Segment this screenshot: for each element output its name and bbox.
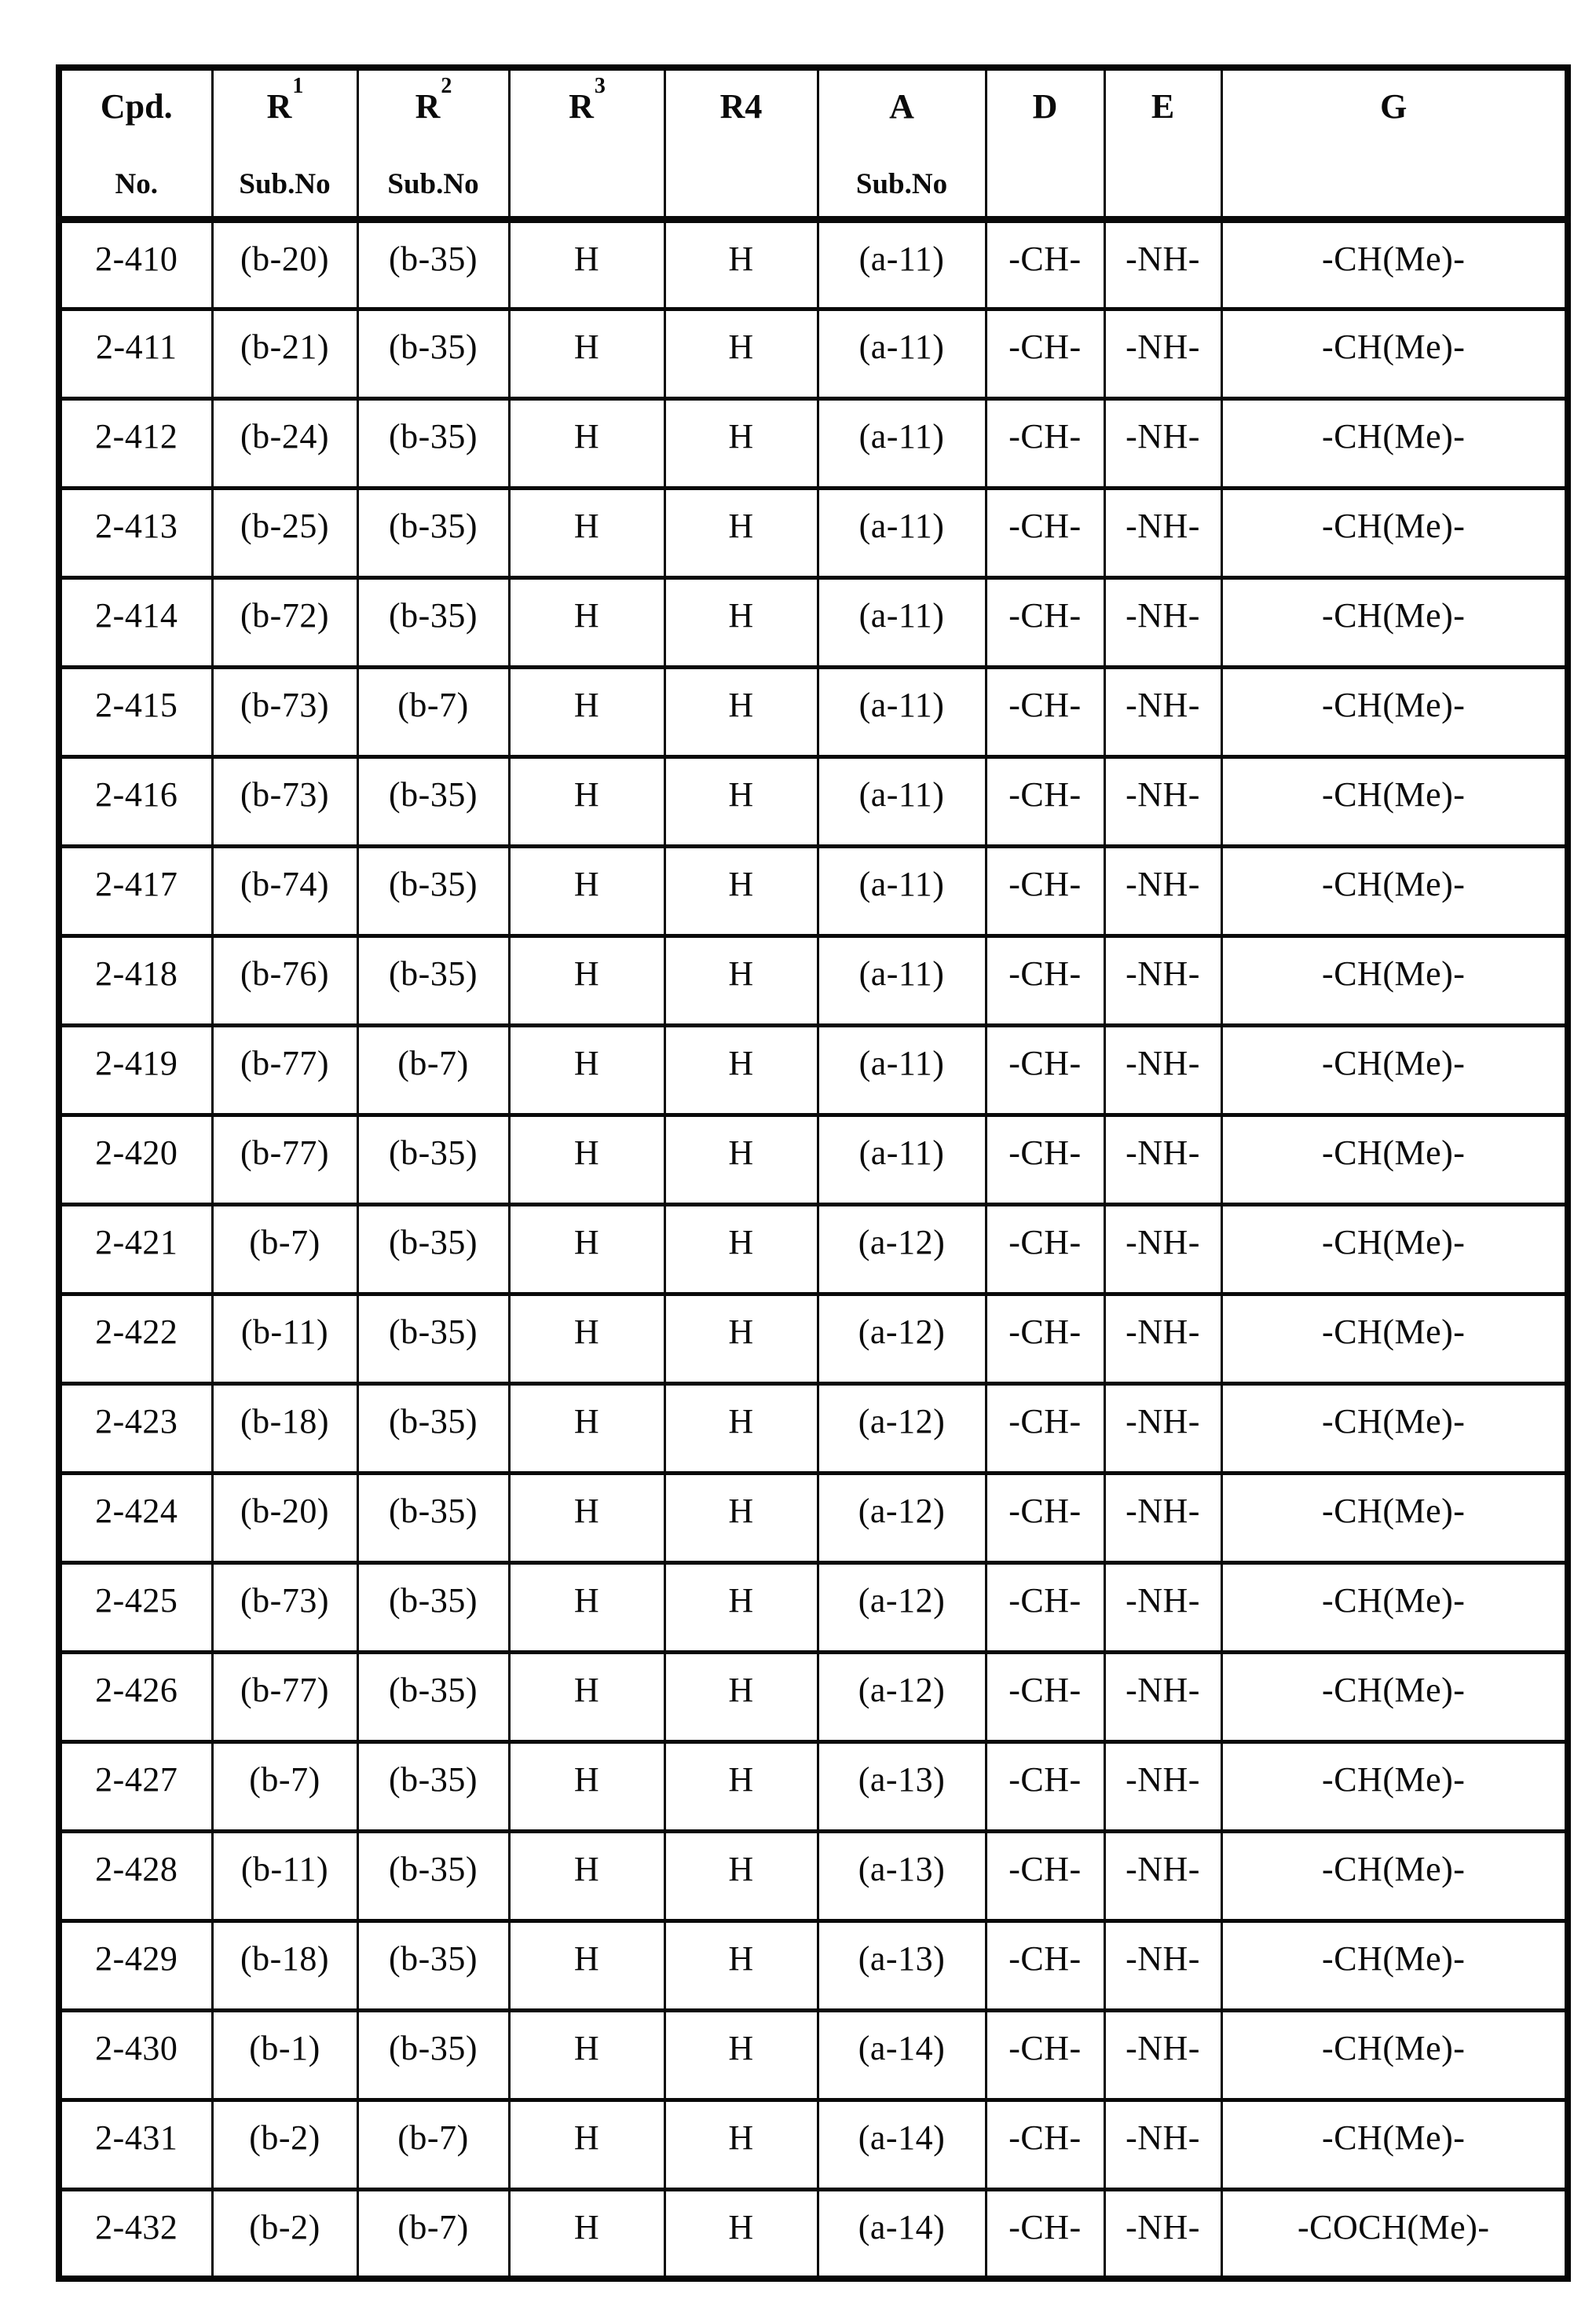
cell-e: -NH- (1104, 1025, 1221, 1115)
table-row (59, 667, 1568, 756)
cell-cpd-no: 2-432 (59, 2189, 212, 2279)
r2-superscript: 2 (441, 74, 452, 99)
cell-e: -NH- (1104, 1831, 1221, 1920)
cell-r3: H (509, 1562, 664, 1652)
cell-a-subno: (a-11) (818, 756, 986, 846)
cell-r2-subno: (b-7) (357, 1025, 509, 1115)
cell-cpd-no: 2-427 (59, 1741, 212, 1831)
cell-r3: H (509, 219, 664, 309)
table-row (59, 756, 1568, 846)
col-header-e (1104, 68, 1221, 219)
cell-g: -CH(Me)- (1221, 488, 1568, 577)
cell-r2-subno: (b-7) (357, 2189, 509, 2279)
cell-g: -CH(Me)- (1221, 1025, 1568, 1115)
table-row (59, 1473, 1568, 1562)
cell-cpd-no: 2-422 (59, 1294, 212, 1383)
cell-e: -NH- (1104, 309, 1221, 398)
cell-g: -CH(Me)- (1221, 1562, 1568, 1652)
header-cpd-line1: Cpd. (100, 87, 173, 126)
cell-d: -CH- (986, 2010, 1104, 2100)
cell-r2-subno: (b-35) (357, 1652, 509, 1741)
cell-e: -NH- (1104, 1652, 1221, 1741)
cell-a-subno: (a-11) (818, 577, 986, 667)
cell-r2-subno: (b-35) (357, 398, 509, 488)
cell-r4: H (664, 2010, 818, 2100)
cell-g: -CH(Me)- (1221, 1204, 1568, 1294)
cell-r3: H (509, 398, 664, 488)
cell-r3: H (509, 2010, 664, 2100)
cell-d: -CH- (986, 756, 1104, 846)
cell-a-subno: (a-11) (818, 219, 986, 309)
cell-e: -NH- (1104, 1473, 1221, 1562)
cell-e: -NH- (1104, 2100, 1221, 2189)
cell-d: -CH- (986, 1920, 1104, 2010)
cell-g: -CH(Me)- (1221, 667, 1568, 756)
cell-a-subno: (a-12) (818, 1383, 986, 1473)
table-row (59, 309, 1568, 398)
cell-r3: H (509, 667, 664, 756)
cell-r4: H (664, 2100, 818, 2189)
cell-d: -CH- (986, 1831, 1104, 1920)
table-row (59, 219, 1568, 309)
cell-e: -NH- (1104, 1920, 1221, 2010)
cell-cpd-no: 2-414 (59, 577, 212, 667)
cell-e: -NH- (1104, 2189, 1221, 2279)
cell-r1-subno: (b-73) (212, 667, 357, 756)
cell-r2-subno: (b-35) (357, 219, 509, 309)
cell-r2-subno: (b-35) (357, 2010, 509, 2100)
cell-r4: H (664, 219, 818, 309)
cell-r1-subno: (b-77) (212, 1115, 357, 1204)
cell-r1-subno: (b-72) (212, 577, 357, 667)
cell-r4: H (664, 1920, 818, 2010)
cell-r1-subno: (b-73) (212, 756, 357, 846)
header-e-line1: E (1151, 87, 1175, 126)
col-header-cpd-no (59, 68, 212, 219)
cell-a-subno: (a-11) (818, 398, 986, 488)
cell-d: -CH- (986, 935, 1104, 1025)
cell-e: -NH- (1104, 577, 1221, 667)
cell-r1-subno: (b-11) (212, 1294, 357, 1383)
cell-cpd-no: 2-417 (59, 846, 212, 935)
cell-cpd-no: 2-416 (59, 756, 212, 846)
cell-g: -CH(Me)- (1221, 219, 1568, 309)
cell-cpd-no: 2-428 (59, 1831, 212, 1920)
header-a-subno: Sub.No (855, 168, 948, 200)
cell-r2-subno: (b-35) (357, 756, 509, 846)
cell-r3: H (509, 756, 664, 846)
header-r4-symbol: R4 (719, 87, 763, 126)
cell-r2-subno: (b-35) (357, 488, 509, 577)
cell-d: -CH- (986, 1652, 1104, 1741)
cell-d: -CH- (986, 846, 1104, 935)
table-row (59, 935, 1568, 1025)
col-header-a (818, 68, 986, 219)
cell-a-subno: (a-11) (818, 1025, 986, 1115)
cell-g: -CH(Me)- (1221, 1294, 1568, 1383)
cell-g: -CH(Me)- (1221, 1383, 1568, 1473)
cell-g: -CH(Me)- (1221, 1473, 1568, 1562)
cell-r1-subno: (b-7) (212, 1741, 357, 1831)
table-row (59, 1741, 1568, 1831)
cell-r3: H (509, 1920, 664, 2010)
cell-r4: H (664, 935, 818, 1025)
header-r1-subno: Sub.No (239, 168, 331, 200)
cell-e: -NH- (1104, 488, 1221, 577)
cell-r1-subno: (b-20) (212, 219, 357, 309)
cell-cpd-no: 2-425 (59, 1562, 212, 1652)
cell-r3: H (509, 488, 664, 577)
cell-r1-subno: (b-7) (212, 1204, 357, 1294)
cell-d: -CH- (986, 219, 1104, 309)
cell-a-subno: (a-11) (818, 488, 986, 577)
header-a-line1: A (889, 87, 914, 126)
cell-a-subno: (a-14) (818, 2189, 986, 2279)
cell-a-subno: (a-12) (818, 1294, 986, 1383)
cell-r1-subno: (b-76) (212, 935, 357, 1025)
table-row (59, 1652, 1568, 1741)
cell-r4: H (664, 846, 818, 935)
cell-r2-subno: (b-7) (357, 2100, 509, 2189)
cell-g: -CH(Me)- (1221, 1920, 1568, 2010)
cell-g: -CH(Me)- (1221, 309, 1568, 398)
header-r2-subno: Sub.No (387, 168, 479, 200)
cell-a-subno: (a-11) (818, 846, 986, 935)
cell-r3: H (509, 1383, 664, 1473)
cell-r2-subno: (b-35) (357, 577, 509, 667)
table-row (59, 1920, 1568, 2010)
cell-a-subno: (a-11) (818, 667, 986, 756)
cell-e: -NH- (1104, 756, 1221, 846)
cell-r3: H (509, 1025, 664, 1115)
cell-cpd-no: 2-411 (59, 309, 212, 398)
cell-r2-subno: (b-35) (357, 1562, 509, 1652)
table-row (59, 2189, 1568, 2279)
table-row (59, 1294, 1568, 1383)
cell-r2-subno: (b-35) (357, 1831, 509, 1920)
cell-r1-subno: (b-74) (212, 846, 357, 935)
cell-cpd-no: 2-413 (59, 488, 212, 577)
cell-r1-subno: (b-77) (212, 1652, 357, 1741)
cell-cpd-no: 2-429 (59, 1920, 212, 2010)
cell-r3: H (509, 935, 664, 1025)
header-g-line1: G (1380, 87, 1407, 126)
r3-superscript: 3 (594, 74, 606, 99)
col-header-r1 (212, 68, 357, 219)
cell-d: -CH- (986, 1025, 1104, 1115)
cell-e: -NH- (1104, 846, 1221, 935)
cell-cpd-no: 2-431 (59, 2100, 212, 2189)
r1-superscript: 1 (292, 74, 304, 99)
cell-r2-subno: (b-35) (357, 1473, 509, 1562)
cell-a-subno: (a-14) (818, 2100, 986, 2189)
cell-r4: H (664, 1383, 818, 1473)
cell-r4: H (664, 398, 818, 488)
cell-cpd-no: 2-415 (59, 667, 212, 756)
cell-g: -CH(Me)- (1221, 1115, 1568, 1204)
cell-r4: H (664, 488, 818, 577)
cell-r4: H (664, 1204, 818, 1294)
cell-cpd-no: 2-421 (59, 1204, 212, 1294)
cell-r2-subno: (b-35) (357, 1115, 509, 1204)
cell-r1-subno: (b-20) (212, 1473, 357, 1562)
cell-r1-subno: (b-73) (212, 1562, 357, 1652)
cell-a-subno: (a-13) (818, 1920, 986, 2010)
cell-e: -NH- (1104, 1383, 1221, 1473)
cell-a-subno: (a-12) (818, 1652, 986, 1741)
cell-r1-subno: (b-25) (212, 488, 357, 577)
table-row (59, 398, 1568, 488)
cell-r2-subno: (b-35) (357, 1383, 509, 1473)
cell-d: -CH- (986, 309, 1104, 398)
cell-e: -NH- (1104, 219, 1221, 309)
cell-r4: H (664, 577, 818, 667)
cell-r1-subno: (b-77) (212, 1025, 357, 1115)
table-row (59, 1831, 1568, 1920)
table-body (59, 219, 1568, 2279)
cell-g: -CH(Me)- (1221, 398, 1568, 488)
cell-d: -CH- (986, 398, 1104, 488)
cell-d: -CH- (986, 1741, 1104, 1831)
col-header-r3 (509, 68, 664, 219)
cell-d: -CH- (986, 488, 1104, 577)
cell-r4: H (664, 1562, 818, 1652)
cell-d: -CH- (986, 2100, 1104, 2189)
header-r3-symbol: $R^3$ (569, 74, 606, 126)
cell-r1-subno: (b-21) (212, 309, 357, 398)
cell-r3: H (509, 1652, 664, 1741)
table-row (59, 846, 1568, 935)
cell-cpd-no: 2-430 (59, 2010, 212, 2100)
cell-a-subno: (a-12) (818, 1473, 986, 1562)
col-header-g (1221, 68, 1568, 219)
cell-cpd-no: 2-426 (59, 1652, 212, 1741)
cell-r3: H (509, 2189, 664, 2279)
cell-cpd-no: 2-410 (59, 219, 212, 309)
cell-e: -NH- (1104, 398, 1221, 488)
table-row (59, 1025, 1568, 1115)
cell-cpd-no: 2-420 (59, 1115, 212, 1204)
cell-r3: H (509, 1473, 664, 1562)
cell-d: -CH- (986, 1562, 1104, 1652)
cell-r4: H (664, 756, 818, 846)
cell-g: -CH(Me)- (1221, 1652, 1568, 1741)
cell-cpd-no: 2-424 (59, 1473, 212, 1562)
cell-r3: H (509, 309, 664, 398)
cell-r1-subno: (b-18) (212, 1920, 357, 2010)
cell-r1-subno: (b-2) (212, 2189, 357, 2279)
cell-e: -NH- (1104, 2010, 1221, 2100)
cell-cpd-no: 2-423 (59, 1383, 212, 1473)
cell-r4: H (664, 309, 818, 398)
cell-a-subno: (a-11) (818, 309, 986, 398)
cell-r3: H (509, 1294, 664, 1383)
cell-r3: H (509, 2100, 664, 2189)
cell-r3: H (509, 1831, 664, 1920)
header-r2-symbol: $R^2$ (415, 74, 452, 126)
cell-cpd-no: 2-418 (59, 935, 212, 1025)
cell-d: -CH- (986, 1115, 1104, 1204)
header-row (59, 68, 1568, 219)
cell-r3: H (509, 1741, 664, 1831)
cell-e: -NH- (1104, 935, 1221, 1025)
cell-r2-subno: (b-35) (357, 935, 509, 1025)
cell-e: -NH- (1104, 1562, 1221, 1652)
cell-r2-subno: (b-35) (357, 1204, 509, 1294)
cell-a-subno: (a-11) (818, 935, 986, 1025)
cell-g: -CH(Me)- (1221, 2010, 1568, 2100)
cell-r4: H (664, 1115, 818, 1204)
cell-g: -CH(Me)- (1221, 756, 1568, 846)
cell-e: -NH- (1104, 667, 1221, 756)
cell-e: -NH- (1104, 1294, 1221, 1383)
cell-r2-subno: (b-35) (357, 1920, 509, 2010)
cell-r4: H (664, 1652, 818, 1741)
cell-a-subno: (a-14) (818, 2010, 986, 2100)
header-d-line1: D (1032, 87, 1058, 126)
cell-g: -CH(Me)- (1221, 846, 1568, 935)
cell-g: -CH(Me)- (1221, 1831, 1568, 1920)
cell-r4: H (664, 1473, 818, 1562)
cell-a-subno: (a-12) (818, 1204, 986, 1294)
cell-e: -NH- (1104, 1115, 1221, 1204)
cell-e: -NH- (1104, 1741, 1221, 1831)
cell-r1-subno: (b-1) (212, 2010, 357, 2100)
header-r1-symbol: $R^1$ (266, 74, 304, 126)
col-header-d (986, 68, 1104, 219)
cell-cpd-no: 2-412 (59, 398, 212, 488)
table-row (59, 1115, 1568, 1204)
cell-g: -COCH(Me)- (1221, 2189, 1568, 2279)
cell-r3: H (509, 1115, 664, 1204)
cell-r2-subno: (b-35) (357, 846, 509, 935)
cell-d: -CH- (986, 1204, 1104, 1294)
table-row (59, 2100, 1568, 2189)
cell-g: -CH(Me)- (1221, 2100, 1568, 2189)
cell-r3: H (509, 1204, 664, 1294)
cell-r4: H (664, 1294, 818, 1383)
table-row (59, 1562, 1568, 1652)
cell-cpd-no: 2-419 (59, 1025, 212, 1115)
cell-d: -CH- (986, 1383, 1104, 1473)
cell-r2-subno: (b-35) (357, 1741, 509, 1831)
cell-a-subno: (a-13) (818, 1741, 986, 1831)
cell-r1-subno: (b-11) (212, 1831, 357, 1920)
cell-r1-subno: (b-2) (212, 2100, 357, 2189)
cell-r2-subno: (b-7) (357, 667, 509, 756)
cell-r4: H (664, 2189, 818, 2279)
table-row (59, 488, 1568, 577)
cell-r1-subno: (b-24) (212, 398, 357, 488)
cell-d: -CH- (986, 577, 1104, 667)
header-cpd-line2: No. (115, 168, 158, 200)
cell-a-subno: (a-11) (818, 1115, 986, 1204)
cell-g: -CH(Me)- (1221, 935, 1568, 1025)
table-row (59, 2010, 1568, 2100)
cell-r1-subno: (b-18) (212, 1383, 357, 1473)
cell-r4: H (664, 1741, 818, 1831)
cell-g: -CH(Me)- (1221, 1741, 1568, 1831)
cell-a-subno: (a-13) (818, 1831, 986, 1920)
cell-e: -NH- (1104, 1204, 1221, 1294)
cell-d: -CH- (986, 2189, 1104, 2279)
cell-d: -CH- (986, 1473, 1104, 1562)
cell-d: -CH- (986, 667, 1104, 756)
cell-r3: H (509, 577, 664, 667)
cell-r2-subno: (b-35) (357, 309, 509, 398)
cell-a-subno: (a-12) (818, 1562, 986, 1652)
cell-d: -CH- (986, 1294, 1104, 1383)
cell-r3: H (509, 846, 664, 935)
table-row (59, 1204, 1568, 1294)
table-row (59, 1383, 1568, 1473)
col-header-r2 (357, 68, 509, 219)
cell-r4: H (664, 1831, 818, 1920)
compound-substituent-table (56, 64, 1571, 2282)
table-row (59, 577, 1568, 667)
cell-r2-subno: (b-35) (357, 1294, 509, 1383)
cell-g: -CH(Me)- (1221, 577, 1568, 667)
col-header-r4 (664, 68, 818, 219)
cell-r4: H (664, 1025, 818, 1115)
cell-r4: H (664, 667, 818, 756)
